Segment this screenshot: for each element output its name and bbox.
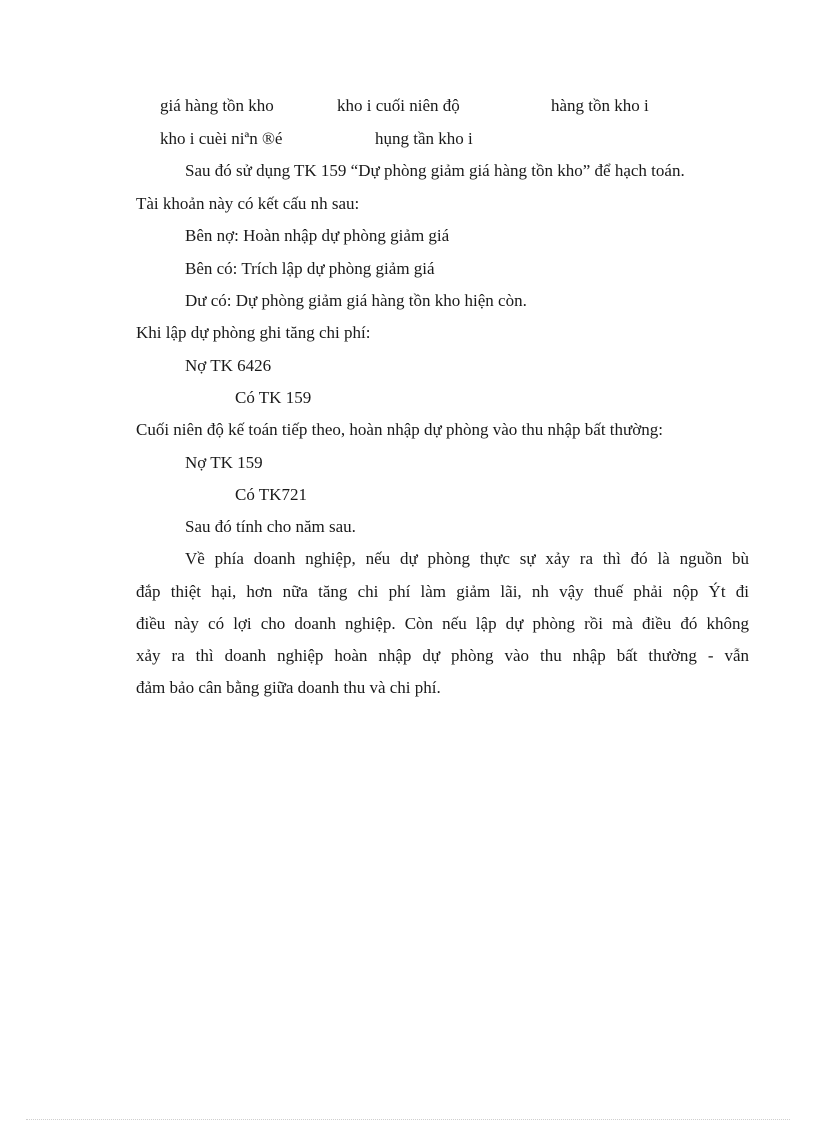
sau-do-line: Sau đó tính cho năm sau. <box>185 517 356 536</box>
cuoi-nien-do-line: Cuối niên độ kế toán tiếp theo, hoàn nhập dự phòng vào thu nhập bất thường: <box>136 420 663 439</box>
final-paragraph-line4: xảy ra thì doanh nghiệp hoàn nhập dự phòng vào thu nhập bất thường - vẫn <box>136 646 749 665</box>
header-fragment-4: kho i cuèi niªn ®é <box>160 129 283 148</box>
paragraph-tk159-line1: Sau đó sử dụng TK 159 “Dự phòng giảm giá hàng tồn kho” để hạch toán. <box>185 161 685 180</box>
ben-no-line: Bên nợ: Hoàn nhập dự phòng giảm giá <box>185 226 450 245</box>
page-bottom-border <box>26 1119 790 1120</box>
ben-co-line: Bên có: Trích lập dự phòng giảm giá <box>185 259 435 278</box>
final-paragraph-line2: đắp thiệt hại, hơn nữa tăng chi phí làm giảm lãi, nh vậy thuế phải nộp Ýt đi <box>136 582 749 601</box>
header-fragment-5: hụng tần kho i <box>375 129 473 148</box>
final-paragraph-line1: Về phía doanh nghiệp, nếu dự phòng thực sự xảy ra thì đó là nguồn bù <box>185 549 749 568</box>
final-paragraph-line5: đảm bảo cân bằng giữa doanh thu và chi phí. <box>136 678 441 697</box>
paragraph-tk159-line2: Tài khoản này có kết cấu nh sau: <box>136 194 360 213</box>
no-tk-6426: Nợ TK 6426 <box>185 356 272 375</box>
header-fragment-3: hàng tồn kho i <box>551 96 649 115</box>
co-tk-721: Có TK721 <box>235 485 307 504</box>
du-co-line: Dư có: Dự phòng giảm giá hàng tồn kho hiện còn. <box>185 291 527 310</box>
final-paragraph-line3: điều này có lợi cho doanh nghiệp. Còn nếu lập dự phòng rồi mà điều đó không <box>136 614 749 633</box>
no-tk-159: Nợ TK 159 <box>185 453 263 472</box>
header-fragment-2: kho i cuối niên độ <box>337 96 460 115</box>
co-tk-159: Có TK 159 <box>235 388 312 407</box>
khi-lap-line: Khi lập dự phòng ghi tăng chi phí: <box>136 323 371 342</box>
header-fragment-1: giá hàng tồn kho <box>160 96 274 115</box>
